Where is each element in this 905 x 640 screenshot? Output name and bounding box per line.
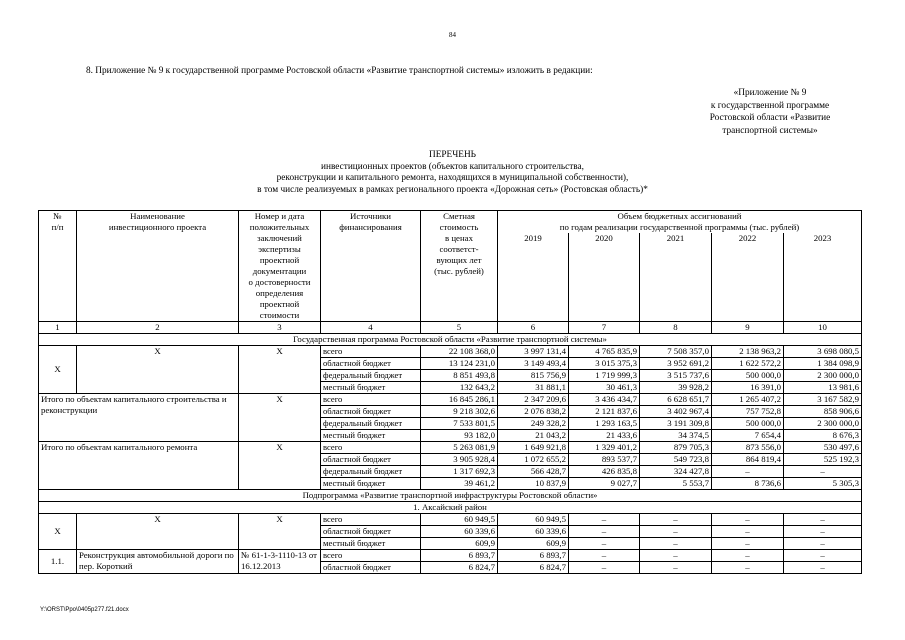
budget-value: –: [569, 514, 640, 526]
budget-value: 1 072 655,2: [498, 454, 569, 466]
header-expertise: Номер и дата положительных заключений экспертизы проектной документации о достоверности определения проектной стоимости: [239, 211, 321, 322]
budget-value: 7 654,4: [712, 430, 784, 442]
funding-source: местный бюджет: [321, 538, 421, 550]
budget-value: –: [784, 466, 862, 478]
budget-value: 3 015 375,3: [569, 358, 640, 370]
budget-value: 10 837,9: [498, 478, 569, 490]
budget-value: 566 428,7: [498, 466, 569, 478]
estimated-cost: 16 845 286,1: [421, 394, 498, 406]
column-number: 2: [77, 322, 239, 334]
budget-value: 2 138 963,2: [712, 346, 784, 358]
budget-value: 60 339,6: [498, 526, 569, 538]
column-number: 1: [39, 322, 77, 334]
header-budget: Объем бюджетных ассигнований по годам реализации государственной программы (тыс. рублей): [498, 211, 862, 234]
budget-value: 879 705,3: [640, 442, 712, 454]
budget-value: 525 192,3: [784, 454, 862, 466]
document-heading: [0, 150, 905, 196]
table-row: [39, 550, 862, 562]
budget-value: –: [569, 550, 640, 562]
budget-value: –: [784, 538, 862, 550]
estimated-cost: 3 905 928,4: [421, 454, 498, 466]
estimated-cost: 6 893,7: [421, 550, 498, 562]
budget-value: 893 537,7: [569, 454, 640, 466]
header-year: 2021: [640, 233, 712, 322]
heading-line: в том числе реализуемых в рамках регионального проекта «Дорожная сеть» (Ростовская область)*: [257, 184, 648, 195]
budget-value: 5 553,7: [640, 478, 712, 490]
estimated-cost: 22 108 368,0: [421, 346, 498, 358]
funding-source: местный бюджет: [321, 478, 421, 490]
budget-value: –: [569, 538, 640, 550]
budget-value: 864 819,4: [712, 454, 784, 466]
estimated-cost: 609,9: [421, 538, 498, 550]
program-title-row: [39, 334, 862, 346]
funding-source: всего: [321, 514, 421, 526]
expertise-ref: Х: [239, 346, 321, 394]
budget-value: –: [569, 526, 640, 538]
investment-projects-table: [38, 210, 862, 574]
program-title: Государственная программа Ростовской области «Развитие транспортной системы»: [39, 334, 862, 346]
estimated-cost: 13 124 231,0: [421, 358, 498, 370]
expertise-ref: Х: [239, 442, 321, 490]
funding-source: всего: [321, 394, 421, 406]
budget-value: 4 765 835,9: [569, 346, 640, 358]
budget-value: –: [712, 550, 784, 562]
budget-value: 3 698 080,5: [784, 346, 862, 358]
budget-value: 1 384 098,9: [784, 358, 862, 370]
funding-source: всего: [321, 550, 421, 562]
budget-value: –: [784, 562, 862, 574]
budget-value: 3 436 434,7: [569, 394, 640, 406]
budget-value: 815 756,9: [498, 370, 569, 382]
project-name: Реконструкция автомобильной дороги по пер. Короткий: [77, 550, 239, 574]
header-project-name: Наименование инвестиционного проекта: [77, 211, 239, 322]
budget-value: 60 949,5: [498, 514, 569, 526]
budget-value: –: [569, 562, 640, 574]
column-number: 9: [712, 322, 784, 334]
row-number: 1.1.: [39, 550, 77, 574]
budget-value: –: [640, 538, 712, 550]
budget-value: 2 347 209,6: [498, 394, 569, 406]
header-year: 2023: [784, 233, 862, 322]
budget-value: –: [640, 562, 712, 574]
funding-source: федеральный бюджет: [321, 370, 421, 382]
estimated-cost: 5 263 081,9: [421, 442, 498, 454]
budget-value: 8 736,6: [712, 478, 784, 490]
funding-source: областной бюджет: [321, 358, 421, 370]
budget-value: 873 556,0: [712, 442, 784, 454]
budget-value: 3 191 309,8: [640, 418, 712, 430]
budget-value: 3 952 691,2: [640, 358, 712, 370]
budget-value: –: [712, 562, 784, 574]
estimated-cost: 6 824,7: [421, 562, 498, 574]
row-number: Х: [39, 346, 77, 394]
budget-value: –: [640, 514, 712, 526]
subprogram-title-row: [39, 490, 862, 502]
budget-value: –: [712, 526, 784, 538]
budget-value: 609,9: [498, 538, 569, 550]
budget-value: 13 981,6: [784, 382, 862, 394]
budget-value: –: [712, 466, 784, 478]
budget-value: 6 893,7: [498, 550, 569, 562]
estimated-cost: 39 461,2: [421, 478, 498, 490]
heading-title: ПЕРЕЧЕНЬ: [428, 150, 476, 160]
budget-value: 549 723,8: [640, 454, 712, 466]
district-title: 1. Аксайский район: [39, 502, 862, 514]
budget-value: 3 515 737,6: [640, 370, 712, 382]
estimated-cost: 93 182,0: [421, 430, 498, 442]
table-row: [39, 442, 862, 454]
budget-value: 1 622 572,2: [712, 358, 784, 370]
file-path-footer: Y:\ORST\Ppo\0405p277.f21.docx: [40, 607, 129, 613]
estimated-cost: 8 851 493,8: [421, 370, 498, 382]
budget-value: 5 305,3: [784, 478, 862, 490]
table-row: [39, 514, 862, 526]
district-title-row: [39, 502, 862, 514]
header-year: 2019: [498, 233, 569, 322]
budget-value: 1 329 401,2: [569, 442, 640, 454]
budget-value: 16 391,0: [712, 382, 784, 394]
funding-source: областной бюджет: [321, 562, 421, 574]
budget-value: 6 824,7: [498, 562, 569, 574]
budget-value: 249 328,2: [498, 418, 569, 430]
budget-value: 2 076 838,2: [498, 406, 569, 418]
estimated-cost: 60 339,6: [421, 526, 498, 538]
budget-value: 530 497,6: [784, 442, 862, 454]
expertise-ref: № 61-1-3-1110-13 от 16.12.2013: [239, 550, 321, 574]
heading-line: инвестиционных проектов (объектов капитального строительства,: [321, 161, 584, 172]
column-numbers-row: [39, 322, 862, 334]
budget-value: 39 928,2: [640, 382, 712, 394]
budget-value: –: [784, 550, 862, 562]
budget-value: 2 300 000,0: [784, 418, 862, 430]
column-number: 4: [321, 322, 421, 334]
budget-value: 1 649 921,8: [498, 442, 569, 454]
subprogram-title: Подпрограмма «Развитие транспортной инфраструктуры Ростовской области»: [39, 490, 862, 502]
budget-value: 7 508 357,0: [640, 346, 712, 358]
appendix-line: «Приложение № 9: [733, 88, 807, 98]
budget-value: 3 167 582,9: [784, 394, 862, 406]
budget-value: 500 000,0: [712, 370, 784, 382]
header-sources: Источники финансирования: [321, 211, 421, 322]
appendix-header: [695, 87, 845, 137]
budget-value: 2 300 000,0: [784, 370, 862, 382]
expertise-ref: Х: [239, 514, 321, 550]
header-year: 2022: [712, 233, 784, 322]
budget-value: 9 027,7: [569, 478, 640, 490]
column-number: 6: [498, 322, 569, 334]
budget-value: 21 433,6: [569, 430, 640, 442]
budget-value: –: [784, 526, 862, 538]
intro-paragraph: 8. Приложение № 9 к государственной программе Ростовской области «Развитие транспортной системы» изложить в редакции:: [86, 66, 593, 76]
column-number: 10: [784, 322, 862, 334]
table-row: [39, 394, 862, 406]
budget-value: –: [784, 514, 862, 526]
column-number: 3: [239, 322, 321, 334]
budget-value: 500 000,0: [712, 418, 784, 430]
expertise-ref: Х: [239, 394, 321, 442]
estimated-cost: 132 643,2: [421, 382, 498, 394]
budget-value: –: [640, 550, 712, 562]
header-num: № п/п: [39, 211, 77, 322]
budget-value: 858 906,6: [784, 406, 862, 418]
funding-source: федеральный бюджет: [321, 418, 421, 430]
budget-value: 3 402 967,4: [640, 406, 712, 418]
budget-value: 30 461,3: [569, 382, 640, 394]
budget-value: 1 719 999,3: [569, 370, 640, 382]
heading-line: реконструкции и капитального ремонта, находящихся в муниципальной собственности),: [276, 173, 629, 184]
estimated-cost: 9 218 302,6: [421, 406, 498, 418]
table-row: [39, 346, 862, 358]
budget-value: 3 149 493,4: [498, 358, 569, 370]
column-number: 5: [421, 322, 498, 334]
estimated-cost: 1 317 692,3: [421, 466, 498, 478]
project-name: Х: [77, 514, 239, 550]
budget-value: 34 374,5: [640, 430, 712, 442]
funding-source: областной бюджет: [321, 454, 421, 466]
budget-value: –: [712, 538, 784, 550]
header-cost: Сметная стоимость в ценах соответст- вующих лет (тыс. рублей): [421, 211, 498, 322]
funding-source: всего: [321, 346, 421, 358]
appendix-line: транспортной системы»: [722, 125, 818, 136]
estimated-cost: 7 533 801,5: [421, 418, 498, 430]
budget-value: 324 427,8: [640, 466, 712, 478]
row-number: Х: [39, 514, 77, 550]
budget-value: 21 043,2: [498, 430, 569, 442]
funding-source: всего: [321, 442, 421, 454]
group-label: Итого по объектам капитального строительства и реконструкции: [39, 394, 239, 442]
budget-value: 426 835,8: [569, 466, 640, 478]
budget-value: –: [712, 514, 784, 526]
appendix-line: Ростовской области «Развитие: [709, 113, 831, 123]
budget-value: 3 997 131,4: [498, 346, 569, 358]
budget-value: 8 676,3: [784, 430, 862, 442]
estimated-cost: 60 949,5: [421, 514, 498, 526]
budget-value: 31 881,1: [498, 382, 569, 394]
project-name: Х: [77, 346, 239, 394]
budget-value: 757 752,8: [712, 406, 784, 418]
budget-value: 6 628 651,7: [640, 394, 712, 406]
funding-source: местный бюджет: [321, 430, 421, 442]
page-number: 84: [449, 31, 456, 39]
column-number: 8: [640, 322, 712, 334]
budget-value: –: [640, 526, 712, 538]
header-year: 2020: [569, 233, 640, 322]
column-number: 7: [569, 322, 640, 334]
header-row: [39, 211, 862, 234]
appendix-line: к государственной программе: [710, 100, 830, 111]
funding-source: областной бюджет: [321, 406, 421, 418]
funding-source: местный бюджет: [321, 382, 421, 394]
budget-value: 1 293 163,5: [569, 418, 640, 430]
budget-value: 1 265 407,2: [712, 394, 784, 406]
group-label: Итого по объектам капитального ремонта: [39, 442, 239, 490]
budget-value: 2 121 837,6: [569, 406, 640, 418]
funding-source: областной бюджет: [321, 526, 421, 538]
funding-source: федеральный бюджет: [321, 466, 421, 478]
